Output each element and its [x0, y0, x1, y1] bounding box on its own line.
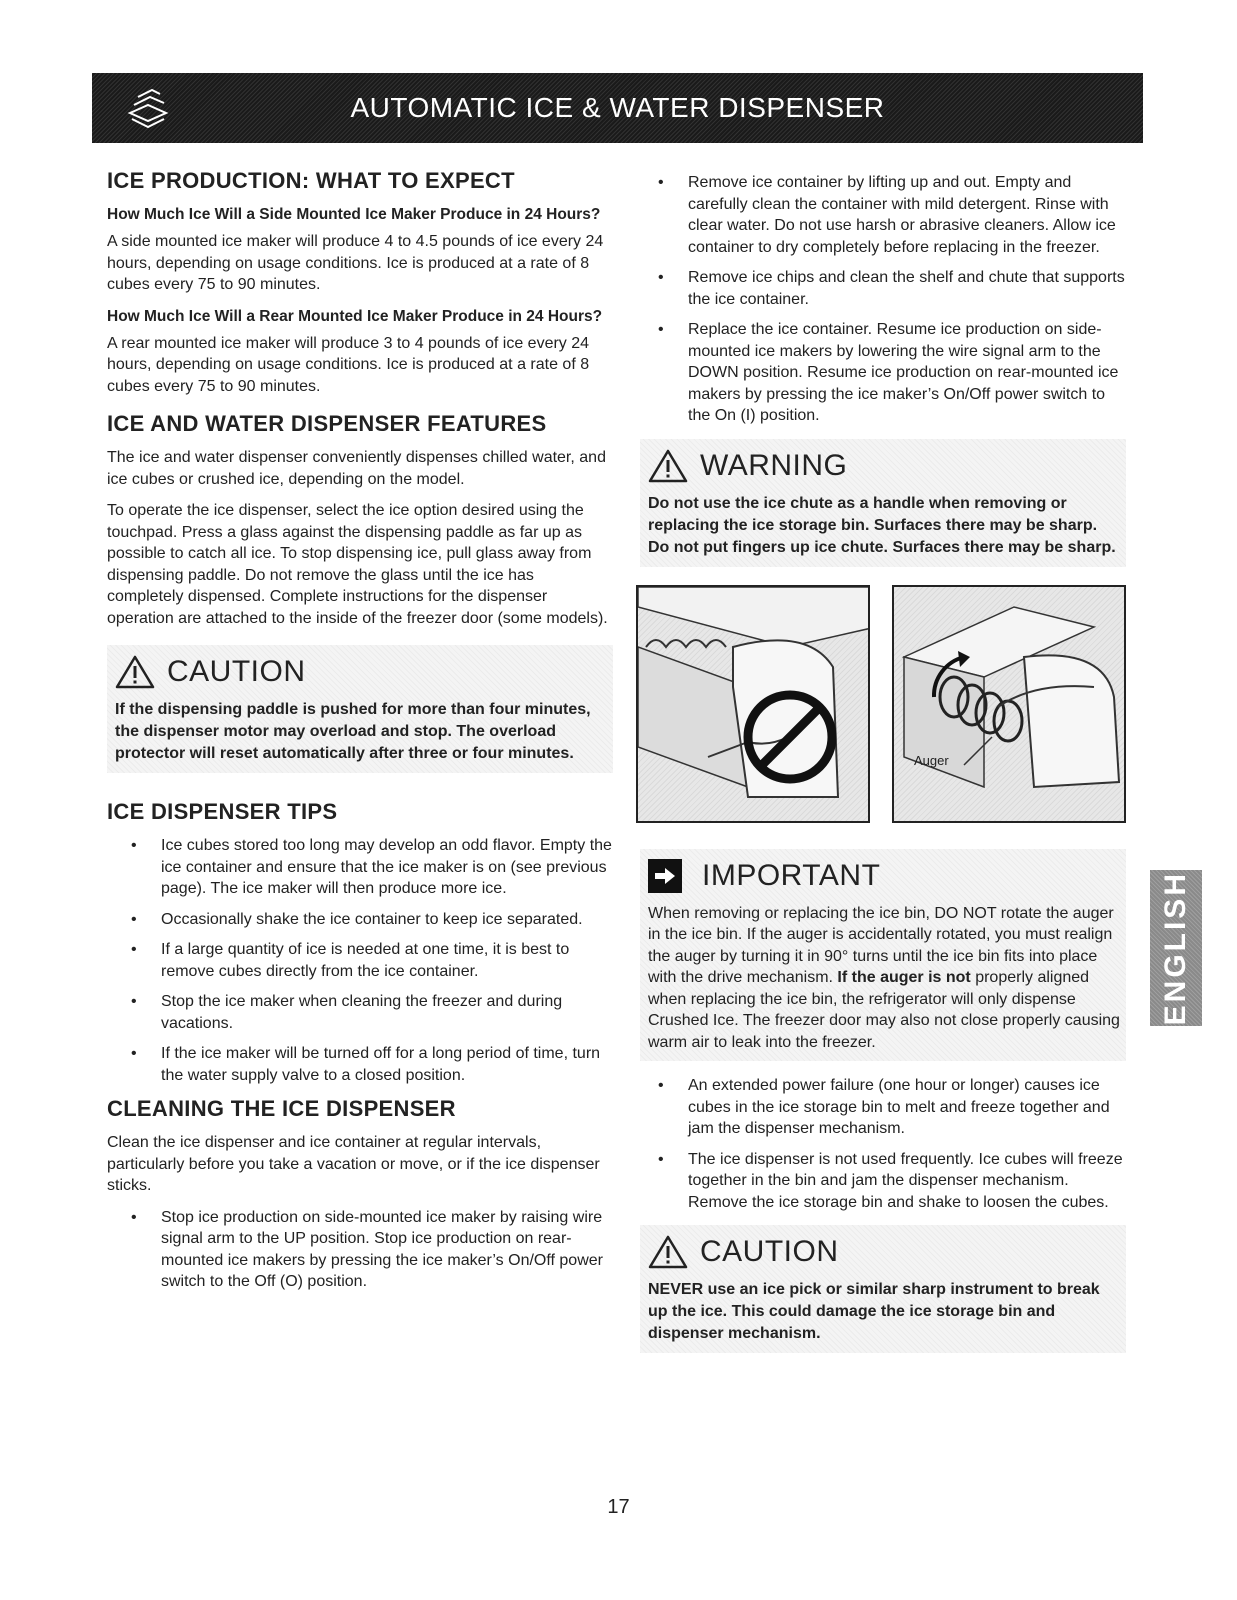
- features-heading: ICE AND WATER DISPENSER FEATURES: [107, 411, 547, 436]
- list-item: • An extended power failure (one hour or longer) causes ice cubes in the ice storage bin to melt and freeze together and jam the dispenser mechanism.: [658, 1075, 1126, 1140]
- page-number: 17: [607, 1496, 630, 1518]
- side-mounted-answer: A side mounted ice maker will produce 4 to 4.5 pounds of ice every 24 hours, depending on usage conditions. Ice is produced at a rate of 8 cubes every 75 to 90 minutes.: [107, 233, 604, 293]
- important-text-part: When removing or replacing the ice bin, DO NOT rotate the auger in the ice bin. If the auger is accidentally rotated, you must realign the auger by turning it in 90° turns until the ice bin fits into place with the drive mechanism.: [648, 904, 1114, 986]
- rear-mounted-question: How Much Ice Will a Rear Mounted Ice Maker Produce in 24 Hours?: [107, 307, 603, 325]
- page-title: AUTOMATIC ICE & WATER DISPENSER: [350, 92, 885, 123]
- prohibited-icon: [638, 587, 870, 821]
- list-item: • The ice dispenser is not used frequently. Ice cubes will freeze together in the bin and jam the dispenser mechanism. Remove the ice storage bin and shake to loosen the cubes.: [658, 1149, 1126, 1214]
- left-column: [107, 168, 613, 1303]
- warning-text: Do not use the ice chute as a handle when removing or replacing the ice storage bin. Surfaces there may be sharp. Do not put fingers up ice chute. Surfaces there may be sharp.: [648, 494, 1116, 556]
- list-item: • If the ice maker will be turned off for a long period of time, turn the water supply valve to a closed position.: [131, 1043, 613, 1086]
- important-box: [640, 849, 1126, 1062]
- important-text: [648, 903, 1120, 1054]
- important-list: [640, 1075, 1126, 1213]
- caution-title: CAUTION: [167, 655, 306, 688]
- warning-title: WARNING: [700, 448, 848, 482]
- auger-illustration: [892, 585, 1126, 823]
- list-item: • If a large quantity of ice is needed at one time, it is best to remove cubes directly from the ice container.: [131, 939, 613, 982]
- list-item: • Replace the ice container. Resume ice production on side-mounted ice makers by lowering the wire signal arm to the DOWN position. Resume ice production on rear-mounted ice makers by pressing the ice maker’s On/Off power switch to the On (I) position.: [658, 319, 1126, 427]
- cleaning-list-left: [107, 1207, 613, 1293]
- important-title: IMPORTANT: [702, 858, 881, 892]
- ice-production-heading: ICE PRODUCTION: WHAT TO EXPECT: [107, 168, 515, 193]
- list-item: • Remove ice container by lifting up and out. Empty and carefully clean the container with mild detergent. Rinse with clear water. Do not use harsh or abrasive cleaners. Allow ice container to dry completely before replacing in the freezer.: [658, 172, 1126, 258]
- warning-triangle-icon: [648, 449, 688, 483]
- important-text-part: properly aligned when replacing the ice bin, the refrigerator will only dispense Crushed Ice. The freezer door may also not close properly causing warm air to leak into the freezer.: [648, 969, 1120, 1051]
- list-item: • Ice cubes stored too long may develop an odd flavor. Empty the ice container and ensure that the ice maker is on (see previous page). The ice maker will then produce more ice.: [131, 835, 613, 900]
- section-banner: [92, 73, 1143, 143]
- list-item: • Occasionally shake the ice container to keep ice separated.: [131, 909, 613, 931]
- list-item: • Stop ice production on side-mounted ice maker by raising wire signal arm to the UP position. Stop ice production on rear-mounted ice makers by pressing the ice maker’s On/Off power switch to the Off (O) position.: [131, 1207, 613, 1293]
- list-item: • Remove ice chips and clean the shelf and chute that supports the ice container.: [658, 267, 1126, 310]
- tips-list: [107, 835, 613, 1086]
- auger-label: Auger: [914, 752, 949, 768]
- arrow-right-icon: [648, 859, 682, 893]
- figures-row: [636, 585, 1126, 823]
- warning-triangle-icon: [115, 655, 155, 689]
- side-mounted-question: How Much Ice Will a Side Mounted Ice Maker Produce in 24 Hours?: [107, 206, 601, 223]
- right-column: [640, 172, 1126, 1373]
- cleaning-list-right: [640, 172, 1126, 427]
- caution-box-ice-pick: [640, 1225, 1126, 1353]
- rear-mounted-answer: A rear mounted ice maker will produce 3 to 4 pounds of ice every 24 hours, depending on usage conditions. Ice is produced at a rate of 8 cubes every 75 to 90 minutes.: [107, 334, 590, 395]
- cleaning-heading: CLEANING THE ICE DISPENSER: [107, 1096, 456, 1121]
- features-paragraph-2: To operate the ice dispenser, select the ice option desired using the touchpad. Press a glass against the dispensing paddle as far up as possible to catch all ice. To stop dispensing ice, pull glass away from dispensing paddle. Do not remove the glass until the ice has completely dispensed. Complete instructions for the dispenser operation are attached to the inside of the freezer door (some models).: [107, 502, 608, 627]
- caution-box-paddle: [107, 645, 613, 773]
- caution-text: If the dispensing paddle is pushed for more than four minutes, the dispenser motor may overload and stop. The overload protector will reset automatically after three or four minutes.: [115, 701, 591, 762]
- language-tab: [1150, 870, 1202, 1026]
- language-tab-label: ENGLISH: [1159, 870, 1192, 1026]
- ice-cube-icon: [124, 85, 172, 131]
- important-text-bold: If the auger is not: [837, 969, 971, 986]
- list-item: • Stop the ice maker when cleaning the freezer and during vacations.: [131, 991, 613, 1034]
- auger-drawing: [894, 587, 1126, 821]
- caution-title: CAUTION: [700, 1235, 839, 1268]
- caution-text: NEVER use an ice pick or similar sharp instrument to break up the ice. This could damage the ice storage bin and dispenser mechanism.: [648, 1281, 1100, 1342]
- warning-triangle-icon: [648, 1235, 688, 1269]
- features-paragraph-1: The ice and water dispenser conveniently dispenses chilled water, and ice cubes or crushed ice, depending on the model.: [107, 449, 606, 488]
- warning-box: [640, 439, 1126, 567]
- cleaning-intro: Clean the ice dispenser and ice container at regular intervals, particularly before you take a vacation or move, or if the ice dispenser sticks.: [107, 1134, 600, 1194]
- ice-chute-prohibited-illustration: [636, 585, 870, 823]
- tips-heading: ICE DISPENSER TIPS: [107, 799, 338, 824]
